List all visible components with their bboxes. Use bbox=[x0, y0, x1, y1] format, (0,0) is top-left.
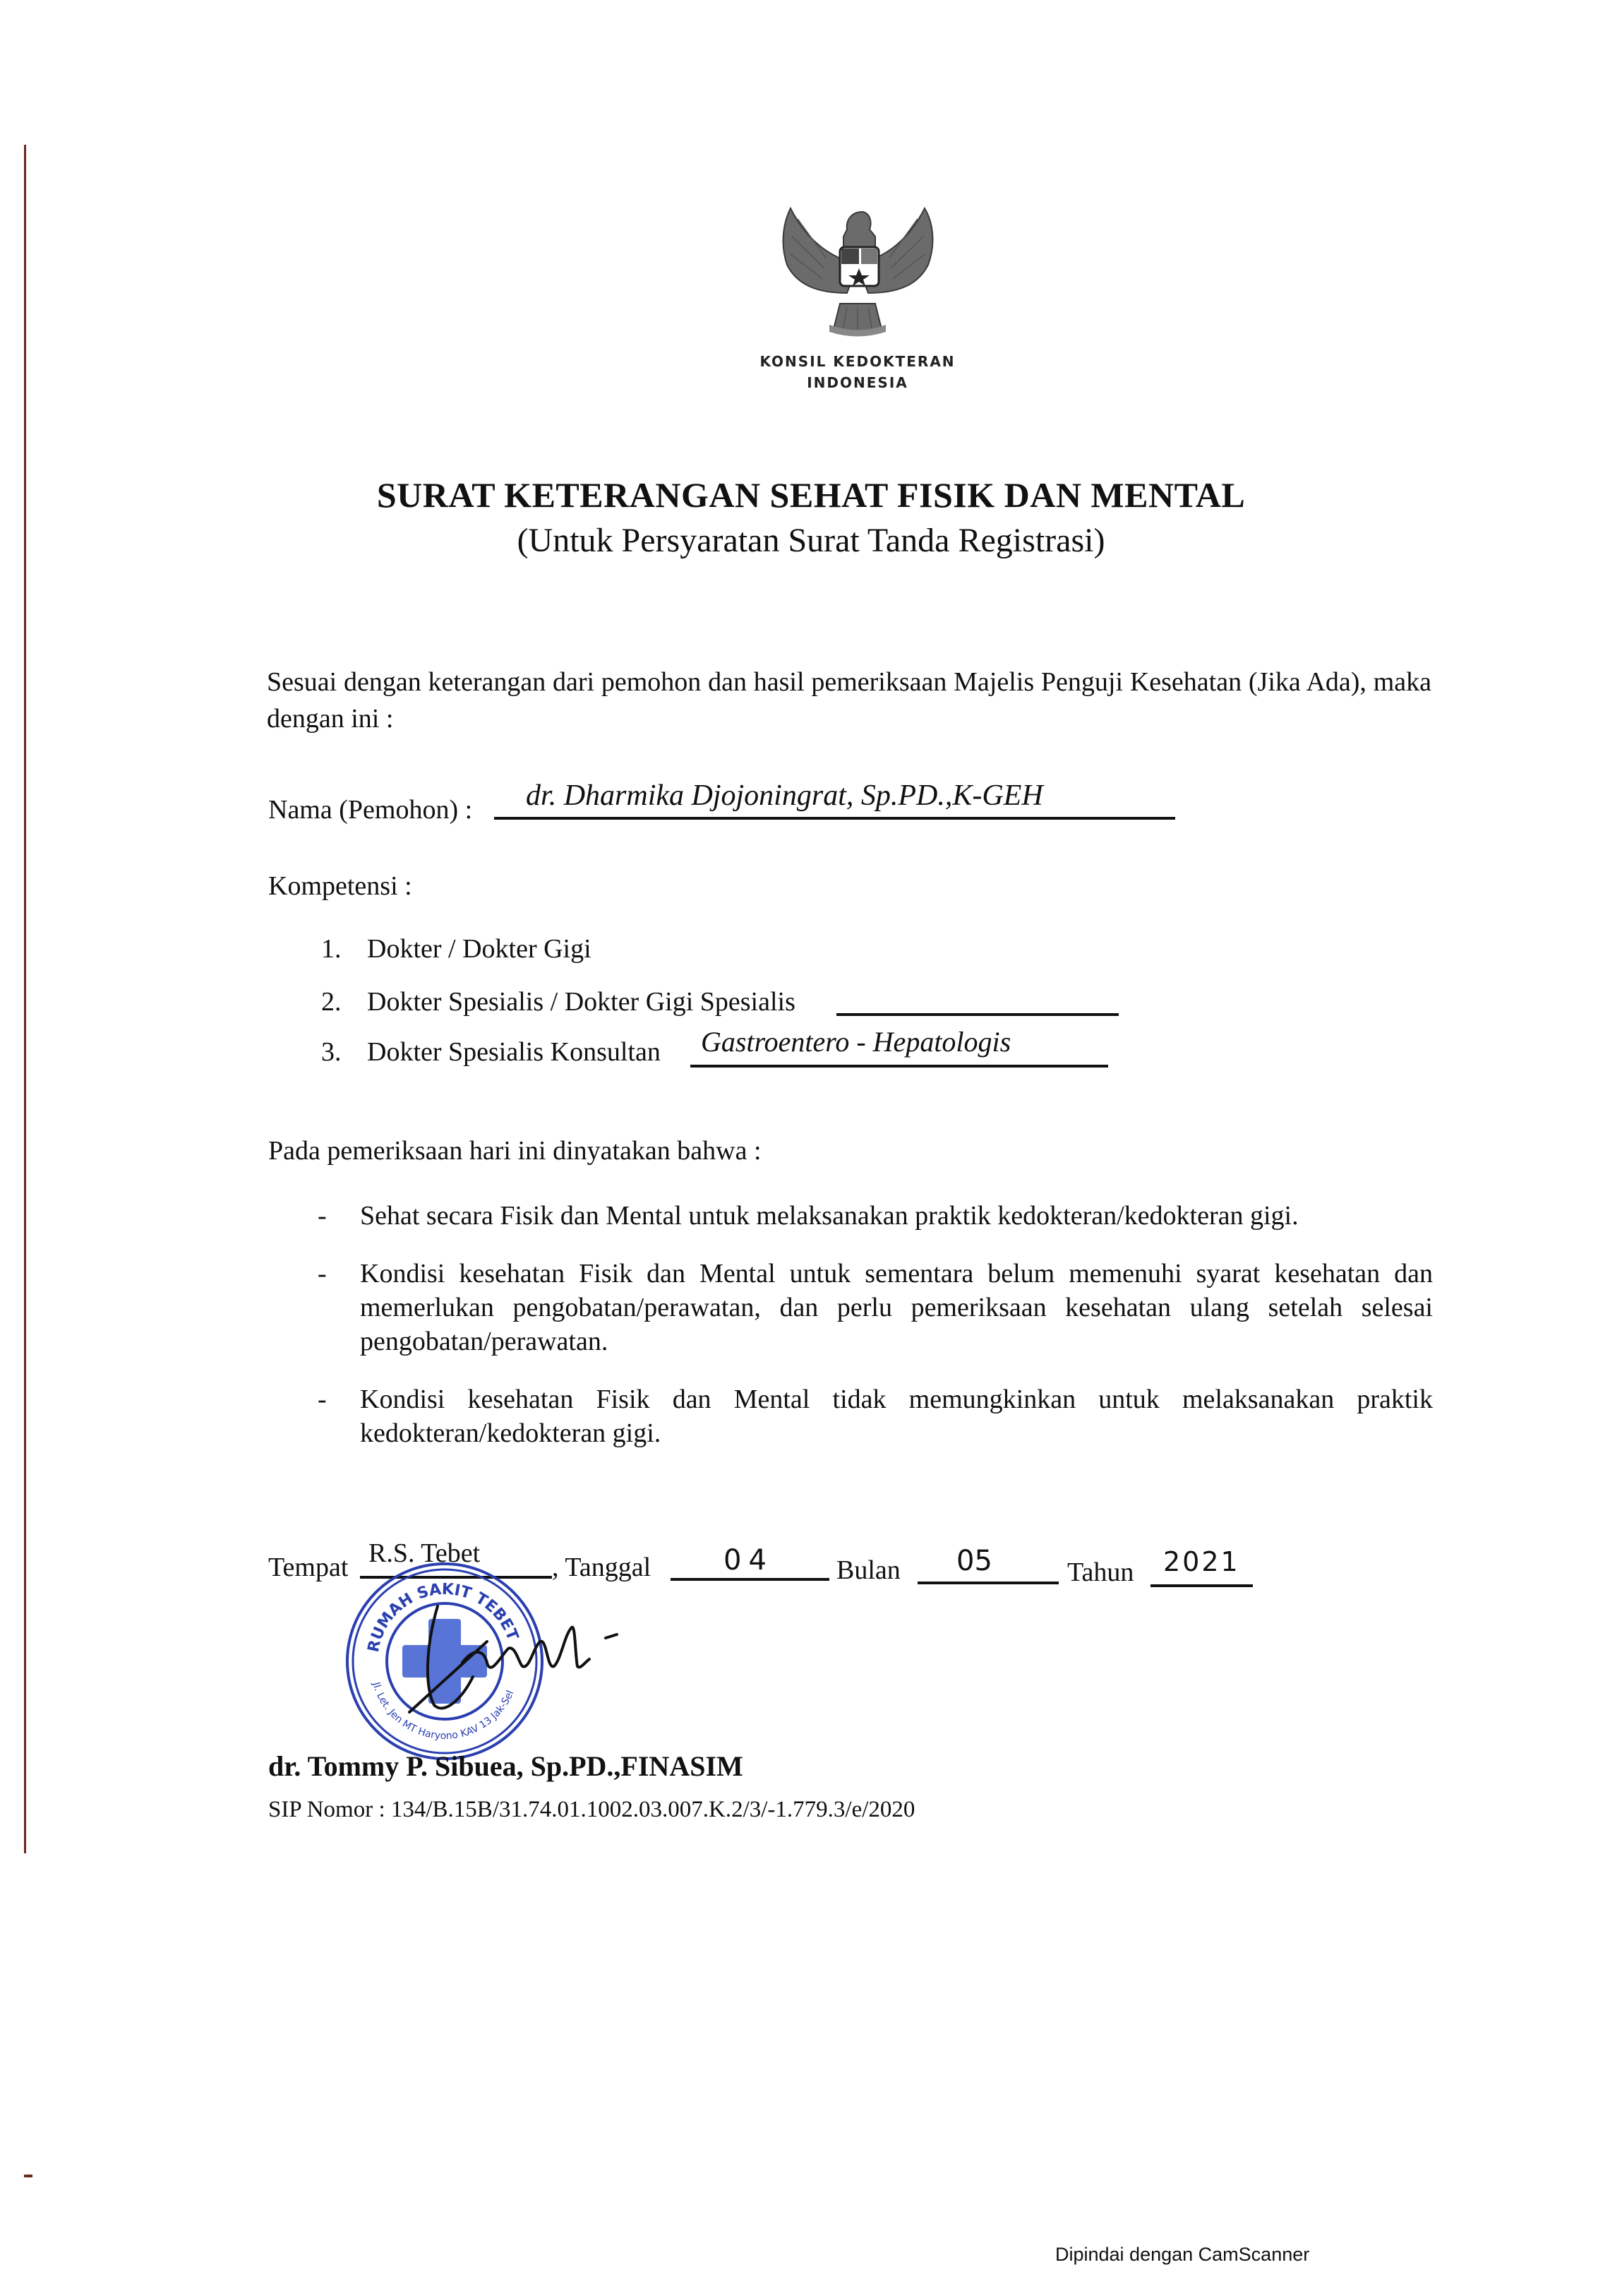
org-name-line2: INDONESIA bbox=[807, 374, 908, 391]
stamp-bottom-text: Jl. Let. Jen MT Haryono KAV 13 Jak-Sel bbox=[370, 1680, 517, 1742]
competence-specialist-field[interactable] bbox=[836, 985, 1119, 1016]
statement-text: Kondisi kesehatan Fisik dan Mental tidak memungkinkan untuk melaksanakan praktik kedokteran/kedokteran gigi. bbox=[360, 1385, 1433, 1448]
scanner-watermark: Dipindai dengan CamScanner bbox=[1055, 2244, 1310, 2265]
document-subtitle: (Untuk Persyaratan Surat Tanda Registrasi) bbox=[517, 522, 1105, 559]
scan-edge-line bbox=[24, 145, 26, 1853]
year-value: 2021 bbox=[1163, 1546, 1240, 1577]
competence-consultant-field[interactable] bbox=[690, 1022, 1108, 1068]
statement-dash: - bbox=[318, 1385, 327, 1414]
competence-label: Kompetensi : bbox=[268, 871, 412, 901]
competence-text: Dokter Spesialis Konsultan bbox=[367, 1037, 661, 1067]
statement-text: Sehat secara Fisik dan Mental untuk melaksanakan praktik kedokteran/kedokteran gigi. bbox=[360, 1201, 1299, 1231]
garuda-emblem-icon bbox=[741, 180, 974, 339]
statement-dash: - bbox=[318, 1259, 327, 1288]
date-label: , Tanggal bbox=[552, 1553, 651, 1582]
competence-number: 3. bbox=[321, 1037, 342, 1067]
scan-edge-mark bbox=[24, 2175, 32, 2177]
statement-dash: - bbox=[318, 1201, 327, 1231]
competence-text: Dokter / Dokter Gigi bbox=[367, 934, 591, 964]
competence-value: Gastroentero - Hepatologis bbox=[701, 1026, 1011, 1058]
stamp-top-text: RUMAH SAKIT TEBET bbox=[364, 1580, 522, 1654]
year-label: Tahun bbox=[1067, 1557, 1134, 1587]
handwritten-signature bbox=[395, 1599, 621, 1719]
statement-text: Kondisi kesehatan Fisik dan Mental untuk sementara belum memenuhi syarat kesehatan dan memerlukan pengobatan/perawatan, dan perlu pemeriksaan kesehatan ulang setelah selesai pengobatan/perawatan. bbox=[360, 1259, 1433, 1356]
date-field[interactable] bbox=[671, 1543, 829, 1581]
applicant-name-field[interactable] bbox=[494, 773, 1175, 820]
month-value: 05 bbox=[956, 1545, 992, 1577]
competence-number: 2. bbox=[321, 987, 342, 1017]
applicant-name-value: dr. Dharmika Djojoningrat, Sp.PD.,K-GEH bbox=[526, 779, 1043, 812]
place-value: R.S. Tebet bbox=[368, 1538, 481, 1568]
competence-number: 1. bbox=[321, 934, 342, 964]
month-label: Bulan bbox=[836, 1555, 901, 1585]
intro-paragraph: Sesuai dengan keterangan dari pemohon dan hasil pemeriksaan Majelis Penguji Kesehatan (Jika Ada), maka dengan ini : bbox=[267, 667, 1431, 734]
document-title: SURAT KETERANGAN SEHAT FISIK DAN MENTAL bbox=[376, 475, 1246, 515]
org-name-line1: KONSIL KEDOKTERAN bbox=[759, 353, 956, 370]
signatory-name: dr. Tommy P. Sibuea, Sp.PD.,FINASIM bbox=[268, 1750, 743, 1782]
place-label: Tempat bbox=[268, 1553, 349, 1582]
competence-text: Dokter Spesialis / Dokter Gigi Spesialis bbox=[367, 987, 795, 1017]
year-field[interactable] bbox=[1151, 1548, 1253, 1587]
month-field[interactable] bbox=[918, 1546, 1059, 1584]
signatory-sip: SIP Nomor : 134/B.15B/31.74.01.1002.03.007.K.2/3/-1.779.3/e/2020 bbox=[268, 1797, 915, 1822]
applicant-label: Nama (Pemohon) : bbox=[268, 795, 473, 825]
statement-intro: Pada pemeriksaan hari ini dinyatakan bahwa : bbox=[268, 1136, 762, 1166]
date-value: 04 bbox=[723, 1544, 774, 1577]
